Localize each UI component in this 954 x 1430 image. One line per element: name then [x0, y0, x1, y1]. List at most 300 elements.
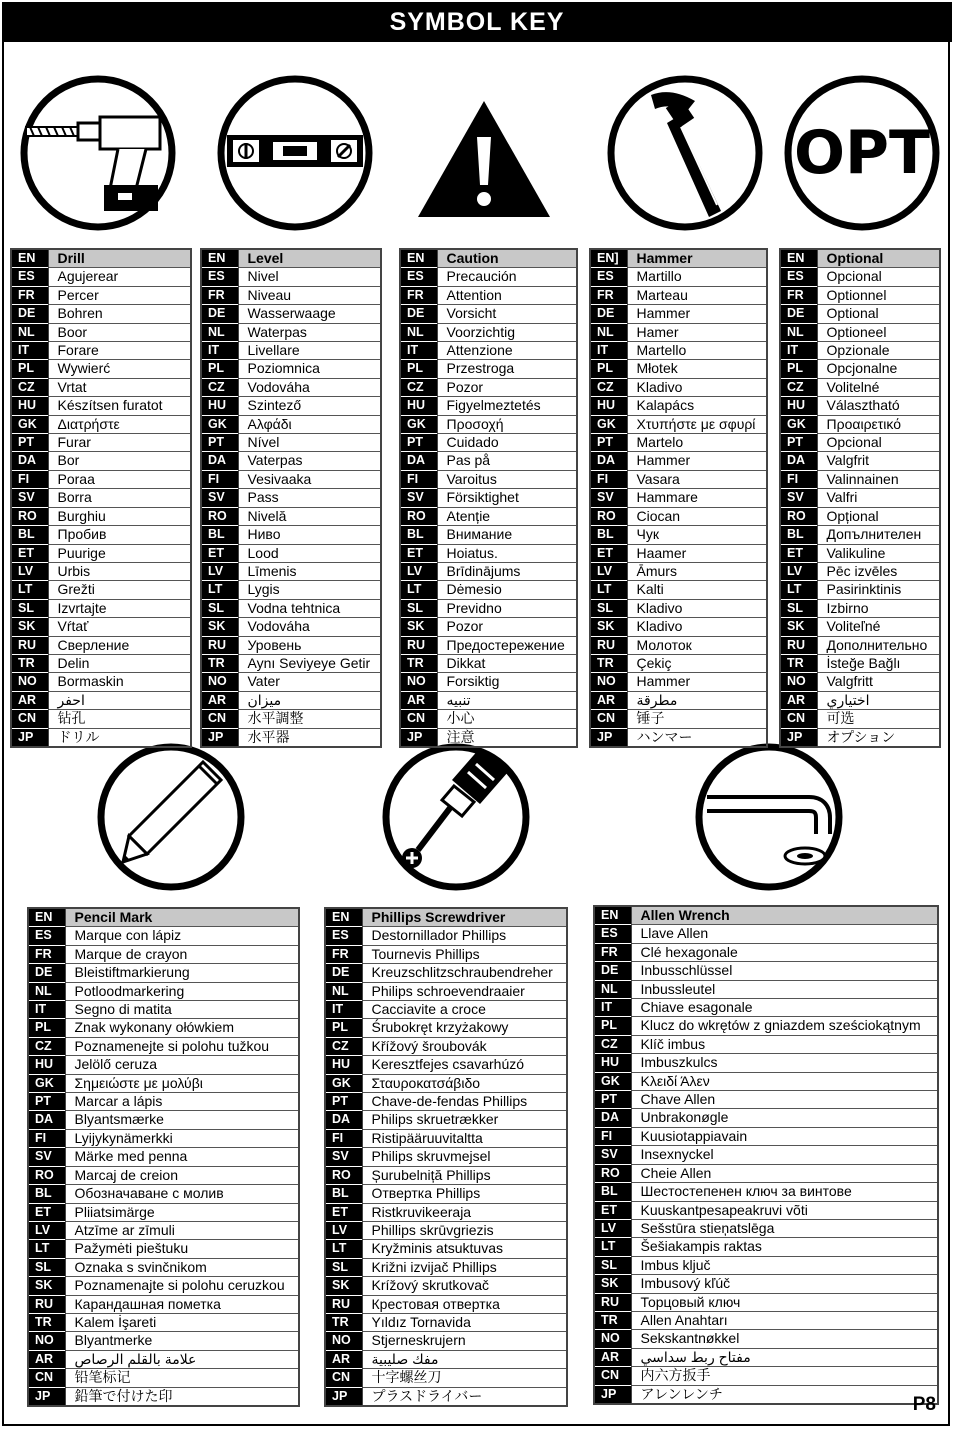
language-code: GK — [28, 1074, 65, 1092]
language-code: SK — [201, 618, 238, 636]
language-code: AR — [594, 1348, 631, 1366]
translation: Waterpas — [238, 323, 381, 341]
language-code: AR — [11, 691, 48, 709]
language-code: CZ — [201, 378, 238, 396]
translation: Lood — [238, 544, 381, 562]
language-code: GK — [594, 1072, 631, 1090]
language-code: PT — [400, 434, 437, 452]
table-row — [201, 507, 381, 525]
language-code: JP — [400, 728, 437, 747]
language-code: BL — [201, 526, 238, 544]
table-row — [325, 1019, 567, 1037]
symbol-name: Level — [238, 249, 381, 268]
language-code: SV — [590, 489, 627, 507]
table-row — [780, 599, 940, 617]
translation: Молоток — [627, 636, 767, 654]
language-code: FI — [590, 470, 627, 488]
language-code: ET — [594, 1201, 631, 1219]
language-code: FI — [325, 1129, 362, 1147]
table-row — [590, 599, 767, 617]
table-row — [11, 452, 191, 470]
language-code: ET — [400, 544, 437, 562]
translation: Pliiatsimärge — [65, 1203, 299, 1221]
language-code: DA — [28, 1111, 65, 1129]
table-row — [325, 1350, 567, 1368]
table-row — [28, 1166, 299, 1184]
language-code: ET — [780, 544, 817, 562]
translation: Отвертка Phillips — [362, 1185, 567, 1203]
table-row — [11, 434, 191, 452]
table-row — [590, 470, 767, 488]
language-code: EN — [780, 249, 817, 268]
translation: Marteau — [627, 286, 767, 304]
table-row — [325, 927, 567, 945]
table-row — [201, 691, 381, 709]
table-row — [594, 999, 938, 1017]
language-code: IT — [400, 342, 437, 360]
pencil-key-table — [27, 907, 300, 1407]
symbol-name: Caution — [437, 249, 577, 268]
table-row — [325, 1185, 567, 1203]
table-row — [201, 581, 381, 599]
table-row — [780, 415, 940, 433]
language-code: ES — [594, 925, 631, 943]
language-code: RO — [201, 507, 238, 525]
screwdriver-key-table — [324, 907, 568, 1407]
translation: 水平調整 — [238, 710, 381, 728]
allen-wrench-icon — [693, 742, 848, 892]
table-row — [590, 268, 767, 286]
table-row — [28, 945, 299, 963]
translation: Yıldız Tornavida — [362, 1313, 567, 1331]
table-row — [201, 452, 381, 470]
table-row — [400, 249, 577, 268]
translation: علامة بالقلم الرصاص — [65, 1350, 299, 1368]
translation: Križni izvijač Phillips — [362, 1258, 567, 1276]
translation: Furar — [48, 434, 191, 452]
translation: Αλφάδι — [238, 415, 381, 433]
table-row — [201, 397, 381, 415]
language-code: SV — [11, 489, 48, 507]
table-row — [594, 1035, 938, 1053]
table-row — [594, 1238, 938, 1256]
language-code: DE — [201, 305, 238, 323]
translation: Marcar a lápis — [65, 1093, 299, 1111]
table-row — [590, 415, 767, 433]
translation: Boor — [48, 323, 191, 341]
translation: ハンマー — [627, 728, 767, 747]
translation: Urbis — [48, 562, 191, 580]
language-code: BL — [400, 526, 437, 544]
language-code: HU — [594, 1054, 631, 1072]
translation: Martello — [627, 342, 767, 360]
table-row — [28, 1037, 299, 1055]
table-row — [594, 980, 938, 998]
translation: Voliteľné — [817, 618, 940, 636]
translation: Potloodmarkering — [65, 982, 299, 1000]
language-code: FI — [201, 470, 238, 488]
table-row — [28, 1240, 299, 1258]
language-code: ET — [590, 544, 627, 562]
table-row — [28, 1221, 299, 1239]
symbol-name: Drill — [48, 249, 191, 268]
table-row — [201, 342, 381, 360]
table-row — [400, 581, 577, 599]
language-code: TR — [594, 1311, 631, 1329]
symbol-name: Hammer — [627, 249, 767, 268]
table-row — [325, 1093, 567, 1111]
optional-key-table — [779, 248, 941, 748]
language-code: FR — [780, 286, 817, 304]
language-code: LV — [201, 562, 238, 580]
language-code: PL — [325, 1019, 362, 1037]
translation: Προαιρετικό — [817, 415, 940, 433]
table-row — [590, 378, 767, 396]
table-row — [28, 1111, 299, 1129]
translation: Opcjonalne — [817, 360, 940, 378]
table-row — [11, 397, 191, 415]
table-row — [28, 1277, 299, 1295]
translation: Vasara — [627, 470, 767, 488]
table-row — [11, 562, 191, 580]
table-row — [325, 1258, 567, 1276]
translation: Křížový šroubovák — [362, 1037, 567, 1055]
translation: Poraa — [48, 470, 191, 488]
language-code: HU — [11, 397, 48, 415]
translation: Llave Allen — [631, 925, 938, 943]
table-row — [201, 249, 381, 268]
translation: Dikkat — [437, 654, 577, 672]
table-row — [11, 249, 191, 268]
language-code: CN — [780, 710, 817, 728]
language-code: IT — [28, 1001, 65, 1019]
table-row — [28, 1185, 299, 1203]
translation: Borra — [48, 489, 191, 507]
table-row — [11, 618, 191, 636]
table-row — [780, 489, 940, 507]
table-row — [594, 1146, 938, 1164]
language-code: BL — [28, 1185, 65, 1203]
language-code: FR — [325, 945, 362, 963]
language-code: NL — [590, 323, 627, 341]
language-code: NL — [28, 982, 65, 1000]
translation: Kryžminis atsuktuvas — [362, 1240, 567, 1258]
translation: Previdno — [437, 599, 577, 617]
translation: Līmenis — [238, 562, 381, 580]
table-row — [201, 415, 381, 433]
language-code: LV — [780, 562, 817, 580]
translation: Atzīme ar zīmuli — [65, 1221, 299, 1239]
table-row — [11, 342, 191, 360]
language-code: CN — [594, 1367, 631, 1385]
table-row — [28, 1295, 299, 1313]
table-row — [594, 906, 938, 925]
translation: Kladivo — [627, 618, 767, 636]
table-row — [28, 1148, 299, 1166]
table-row — [400, 673, 577, 691]
table-row — [325, 945, 567, 963]
translation: ميزان — [238, 691, 381, 709]
language-code: SV — [325, 1148, 362, 1166]
language-code: FR — [590, 286, 627, 304]
table-row — [325, 1074, 567, 1092]
table-row — [400, 618, 577, 636]
translation: プラスドライバー — [362, 1387, 567, 1406]
translation: Vater — [238, 673, 381, 691]
translation: Philips skruvmejsel — [362, 1148, 567, 1166]
table-row — [201, 378, 381, 396]
translation: Hamer — [627, 323, 767, 341]
table-row — [400, 470, 577, 488]
language-code: DE — [594, 962, 631, 980]
language-code: GK — [201, 415, 238, 433]
translation: Valinnainen — [817, 470, 940, 488]
table-row — [400, 323, 577, 341]
translation: 锤子 — [627, 710, 767, 728]
table-row — [325, 1166, 567, 1184]
translation: Chave-de-fendas Phillips — [362, 1093, 567, 1111]
translation: Martillo — [627, 268, 767, 286]
translation: Pažymėti pieštuku — [65, 1240, 299, 1258]
translation: Allen Anahtarı — [631, 1311, 938, 1329]
language-code: HU — [400, 397, 437, 415]
translation: 可选 — [817, 710, 940, 728]
table-row — [11, 268, 191, 286]
language-code: CZ — [28, 1037, 65, 1055]
language-code: NO — [11, 673, 48, 691]
table-row — [400, 728, 577, 747]
opt-icon — [782, 73, 942, 233]
page-title: SYMBOL KEY — [2, 2, 952, 42]
translation: Kuuskantpesapeakruvi võti — [631, 1201, 938, 1219]
translation: Brīdinājums — [437, 562, 577, 580]
translation: Opcional — [817, 434, 940, 452]
table-row — [400, 342, 577, 360]
translation: Ristipääruuvitaltta — [362, 1129, 567, 1147]
table-row — [594, 1385, 938, 1404]
language-code: AR — [590, 691, 627, 709]
symbol-name: Pencil Mark — [65, 908, 299, 927]
translation: Jelölő ceruza — [65, 1056, 299, 1074]
translation: Cheie Allen — [631, 1164, 938, 1182]
translation: Nível — [238, 434, 381, 452]
table-row — [201, 434, 381, 452]
translation: Vaterpas — [238, 452, 381, 470]
table-row — [11, 599, 191, 617]
translation: Készítsen furatot — [48, 397, 191, 415]
table-row — [780, 434, 940, 452]
language-code: SK — [325, 1277, 362, 1295]
table-row — [590, 286, 767, 304]
translation: オプション — [817, 728, 940, 747]
language-code: GK — [325, 1074, 362, 1092]
language-code: JP — [28, 1387, 65, 1406]
language-code: ES — [590, 268, 627, 286]
table-row — [201, 673, 381, 691]
table-row — [590, 452, 767, 470]
translation: Optional — [817, 305, 940, 323]
language-code: TR — [201, 654, 238, 672]
translation: Pasirinktinis — [817, 581, 940, 599]
translation: Haamer — [627, 544, 767, 562]
language-code: ET — [201, 544, 238, 562]
translation: Внимание — [437, 526, 577, 544]
drill-icon — [18, 73, 178, 233]
table-row — [594, 1201, 938, 1219]
language-code: JP — [11, 728, 48, 747]
language-code: SV — [400, 489, 437, 507]
language-code: PL — [400, 360, 437, 378]
language-code: BL — [11, 526, 48, 544]
translation: Izvrtajte — [48, 599, 191, 617]
language-code: EN — [28, 908, 65, 927]
translation: Kuusiotappiavain — [631, 1127, 938, 1145]
language-code: DA — [780, 452, 817, 470]
language-code: EN] — [590, 249, 627, 268]
table-row — [590, 636, 767, 654]
translation: Nivelă — [238, 507, 381, 525]
language-code: BL — [594, 1183, 631, 1201]
table-row — [780, 360, 940, 378]
translation: Κλειδί Άλεν — [631, 1072, 938, 1090]
language-code: AR — [400, 691, 437, 709]
language-code: SV — [780, 489, 817, 507]
translation: Hammer — [627, 673, 767, 691]
language-code: JP — [590, 728, 627, 747]
table-row — [28, 964, 299, 982]
translation: Blyantsmærke — [65, 1111, 299, 1129]
language-code: CZ — [590, 378, 627, 396]
table-row — [201, 728, 381, 747]
language-code: JP — [201, 728, 238, 747]
table-row — [400, 710, 577, 728]
table-row — [325, 1240, 567, 1258]
opt-icon-label: OPT — [794, 118, 930, 188]
language-code: PT — [594, 1091, 631, 1109]
translation: Inbusschlüssel — [631, 962, 938, 980]
language-code: SL — [11, 599, 48, 617]
language-code: LT — [400, 581, 437, 599]
table-row — [201, 323, 381, 341]
language-code: CZ — [400, 378, 437, 396]
translation: アレンレンチ — [631, 1385, 938, 1404]
translation: Voorzichtig — [437, 323, 577, 341]
table-row — [201, 286, 381, 304]
translation: Znak wykonany ołówkiem — [65, 1019, 299, 1037]
table-row — [325, 1277, 567, 1295]
language-code: SK — [28, 1277, 65, 1295]
table-row — [11, 378, 191, 396]
language-code: CN — [28, 1369, 65, 1387]
translation: Clé hexagonale — [631, 943, 938, 961]
table-row — [780, 728, 940, 747]
language-code: CN — [400, 710, 437, 728]
hammer-key-table — [589, 248, 768, 748]
table-row — [590, 397, 767, 415]
table-row — [325, 1111, 567, 1129]
language-code: SK — [400, 618, 437, 636]
translation: Poznamenejte si polohu tužkou — [65, 1037, 299, 1055]
language-code: DA — [11, 452, 48, 470]
translation: Poziomnica — [238, 360, 381, 378]
language-code: SL — [201, 599, 238, 617]
translation: Krížový skrutkovač — [362, 1277, 567, 1295]
translation: Kalti — [627, 581, 767, 599]
table-row — [780, 249, 940, 268]
table-row — [780, 562, 940, 580]
translation: Oznaka s svinčnikom — [65, 1258, 299, 1276]
translation: Сверление — [48, 636, 191, 654]
language-code: ES — [201, 268, 238, 286]
language-code: DE — [400, 305, 437, 323]
language-code: LV — [11, 562, 48, 580]
page-number: P8 — [912, 1394, 936, 1415]
table-row — [28, 1001, 299, 1019]
language-code: FI — [594, 1127, 631, 1145]
language-code: PT — [28, 1093, 65, 1111]
language-code: NO — [400, 673, 437, 691]
translation: Bleistiftmarkierung — [65, 964, 299, 982]
language-code: IT — [590, 342, 627, 360]
table-row — [594, 1072, 938, 1090]
translation: Обозначаване с молив — [65, 1185, 299, 1203]
table-row — [400, 397, 577, 415]
translation: Cacciavite a croce — [362, 1001, 567, 1019]
language-code: JP — [780, 728, 817, 747]
translation: احفر — [48, 691, 191, 709]
table-row — [28, 1369, 299, 1387]
table-row — [400, 599, 577, 617]
language-code: PL — [590, 360, 627, 378]
translation: Sekskantnøkkel — [631, 1330, 938, 1348]
translation: Unbrakonøgle — [631, 1109, 938, 1127]
language-code: EN — [201, 249, 238, 268]
language-code: ES — [28, 927, 65, 945]
translation: Предостережение — [437, 636, 577, 654]
language-code: SK — [11, 618, 48, 636]
translation: Imbusový kľúč — [631, 1275, 938, 1293]
language-code: ES — [11, 268, 48, 286]
table-row — [11, 470, 191, 488]
table-row — [325, 964, 567, 982]
language-code: GK — [590, 415, 627, 433]
table-row — [780, 397, 940, 415]
translation: ドリル — [48, 728, 191, 747]
table-row — [325, 1387, 567, 1406]
table-row — [400, 415, 577, 433]
language-code: CN — [325, 1369, 362, 1387]
table-row — [400, 286, 577, 304]
table-row — [780, 691, 940, 709]
translation: Volitelné — [817, 378, 940, 396]
table-row — [325, 1203, 567, 1221]
translation: Segno di matita — [65, 1001, 299, 1019]
language-code: LV — [594, 1219, 631, 1237]
language-code: PL — [11, 360, 48, 378]
language-code: DA — [594, 1109, 631, 1127]
language-code: RO — [594, 1164, 631, 1182]
language-code: EN — [325, 908, 362, 927]
translation: Допълнителен — [817, 526, 940, 544]
translation: Āmurs — [627, 562, 767, 580]
table-row — [590, 305, 767, 323]
language-code: TR — [590, 654, 627, 672]
translation: Vŕtať — [48, 618, 191, 636]
warning-icon — [412, 95, 557, 225]
language-code: LV — [400, 562, 437, 580]
language-code: ES — [780, 268, 817, 286]
language-code: EN — [11, 249, 48, 268]
